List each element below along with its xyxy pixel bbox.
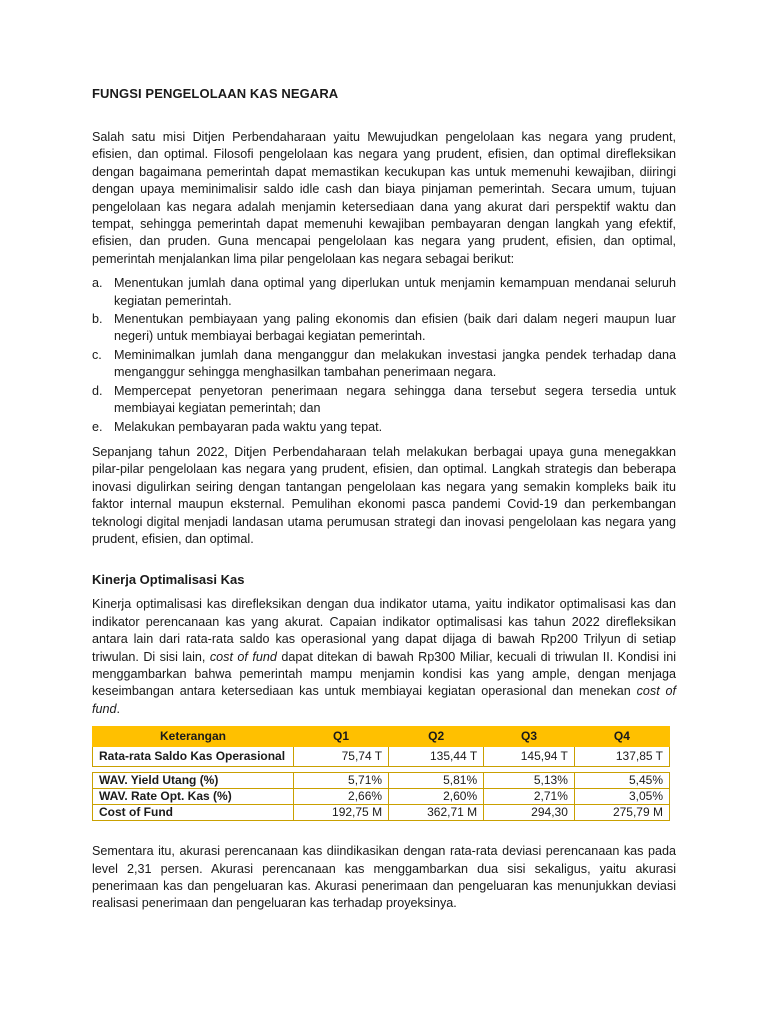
document-title: FUNGSI PENGELOLAAN KAS NEGARA <box>92 86 339 101</box>
table-row <box>93 747 670 767</box>
intro-paragraph: Salah satu misi Ditjen Perbendaharaan yaitu Mewujudkan pengelolaan kas negara yang prudent, efisien, dan optimal. Filosofi pengelolaan kas negara yang prudent, efisien, dan optimal direfleksikan dengan bagaimana pemerintah dapat memastikan kecukupan kas untuk memenuhi kewajiban, diiringi dengan upaya meminimalisir saldo idle cash dan biaya pinjaman pemerintah. Secara umum, tujuan pengelolaan kas negara adalah menjamin ketersediaan dana yang akurat dari perspektif waktu dan tempat, sehingga pemerintah dapat memenuhi kewajiban pembayaran dengan langkah yang efektif, efisien, dan pruden. Guna mencapai pengelolaan kas negara yang prudent, efisien, dan optimal, pemerintah menjalankan lima pilar pengelolaan kas negara sebagai berikut: <box>92 130 676 266</box>
table-cell: 275,79 M <box>574 805 669 821</box>
table-header-cell: Q2 <box>389 727 484 747</box>
table-cell: 145,94 T <box>484 747 575 767</box>
list-item-text: Meminimalkan jumlah dana menganggur dan melakukan investasi jangka pendek terhadap dana menganggur sehingga menghasilkan tambahan penerimaan negara. <box>114 347 676 380</box>
list-marker: e. <box>92 419 103 434</box>
table-cell: 362,71 M <box>389 805 484 821</box>
list-marker: d. <box>92 383 103 398</box>
list-item-text: Melakukan pembayaran pada waktu yang tepat. <box>114 419 383 434</box>
table-row-label: WAV. Yield Utang (%) <box>93 773 294 789</box>
italic-term: cost of fund <box>209 649 277 664</box>
list-marker: c. <box>92 347 102 362</box>
table-header-cell: Keterangan <box>93 727 294 747</box>
table-cell: 192,75 M <box>294 805 389 821</box>
table-cell: 5,13% <box>484 773 575 789</box>
list-marker: b. <box>92 312 103 327</box>
table-cell: 135,44 T <box>389 747 484 767</box>
list-marker: a. <box>92 276 103 291</box>
list-item-text: Menentukan jumlah dana optimal yang diperlukan untuk menjamin kemampuan mendanai seluruh kegiatan pemerintah. <box>114 276 676 308</box>
table-header-cell: Q1 <box>294 727 389 747</box>
list-item <box>92 383 676 418</box>
strategy-paragraph: Sepanjang tahun 2022, Ditjen Perbendaharaan telah melakukan berbagai upaya guna menegakkan pilar-pilar pengelolaan kas negara yang prudent, efisien, dan optimal. Langkah strategis dan beberapa inovasi digulirkan seiring dengan tantangan pengelolaan kas negara yang semakin kompleks baik itu faktor internal maupun eksternal. Pemulihan ekonomi pasca pandemi Covid-19 dan perkembangan teknologi digital menjadi landasan utama perumusan strategi dan inovasi pengelolaan kas negara yang prudent, efisien, dan optimal. <box>92 444 676 546</box>
list-item <box>92 419 676 436</box>
table-cell: 75,74 T <box>294 747 389 767</box>
section-heading: Kinerja Optimalisasi Kas <box>92 572 245 588</box>
kas-performance-table <box>92 726 670 821</box>
table-header-row <box>93 727 670 747</box>
table-row <box>93 773 670 789</box>
table-row <box>93 789 670 805</box>
list-item <box>92 311 676 346</box>
accuracy-paragraph: Sementara itu, akurasi perencanaan kas diindikasikan dengan rata-rata deviasi perencanaan kas pada level 2,31 persen. Akurasi perencanaan kas menggambarkan dua sisi sekaligus, yaitu akurasi penerimaan kas dan pengeluaran kas. Akurasi penerimaan dan pengeluaran kas menunjukkan deviasi realisasi penerimaan dan pengeluaran kas terhadap proyeksinya. <box>92 844 676 911</box>
table-cell: 137,85 T <box>574 747 669 767</box>
table-header-cell: Q4 <box>574 727 669 747</box>
pillars-list <box>92 275 676 436</box>
table-cell: 5,81% <box>389 773 484 789</box>
table-cell: 5,45% <box>574 773 669 789</box>
list-item-text: Mempercepat penyetoran penerimaan negara sehingga dana tersebut segera tersedia untuk membiayai kegiatan pemerintah; dan <box>114 383 676 416</box>
table-row-label: WAV. Rate Opt. Kas (%) <box>93 789 294 805</box>
table-row-label: Cost of Fund <box>93 805 294 821</box>
table-cell: 2,71% <box>484 789 575 805</box>
table-header-cell: Q3 <box>484 727 575 747</box>
text-run: Kinerja optimalisasi kas direfleksikan dengan dua indikator utama, yaitu indikator optimalisasi kas dan indikator perencanaan kas yang akurat. Capaian indikator optimalisasi kas tahun 2022 direfleksikan antara lain dari rata-rata saldo kas operasional yang dapat dijaga di bawah Rp200 Trilyun di setiap triwulan. Di sisi lain, <box>92 597 676 664</box>
table-cell: 3,05% <box>574 789 669 805</box>
italic-term: cost of fund <box>92 684 677 716</box>
optimization-paragraph <box>92 596 676 718</box>
table-cell: 2,66% <box>294 789 389 805</box>
list-item <box>92 275 676 310</box>
table-row-label: Rata-rata Saldo Kas Operasional <box>93 747 294 767</box>
list-item-text: Menentukan pembiayaan yang paling ekonomis dan efisien (baik dari dalam negeri maupun luar negeri) untuk membiayai berbagai kegiatan pemerintah. <box>114 312 676 344</box>
text-run: dapat ditekan di bawah Rp300 Miliar, kecuali di triwulan II. Kondisi ini menggambarkan bahwa pemerintah mampu menjamin kondisi kas yang ample, dengan menjaga keseimbangan antara ketersediaan kas untuk membiayai kegiatan operasional dan menekan <box>92 649 677 699</box>
table-row <box>93 805 670 821</box>
list-item <box>92 347 676 382</box>
table-cell: 5,71% <box>294 773 389 789</box>
table-cell: 294,30 <box>484 805 575 821</box>
table-cell: 2,60% <box>389 789 484 805</box>
text-run: . <box>116 701 121 716</box>
